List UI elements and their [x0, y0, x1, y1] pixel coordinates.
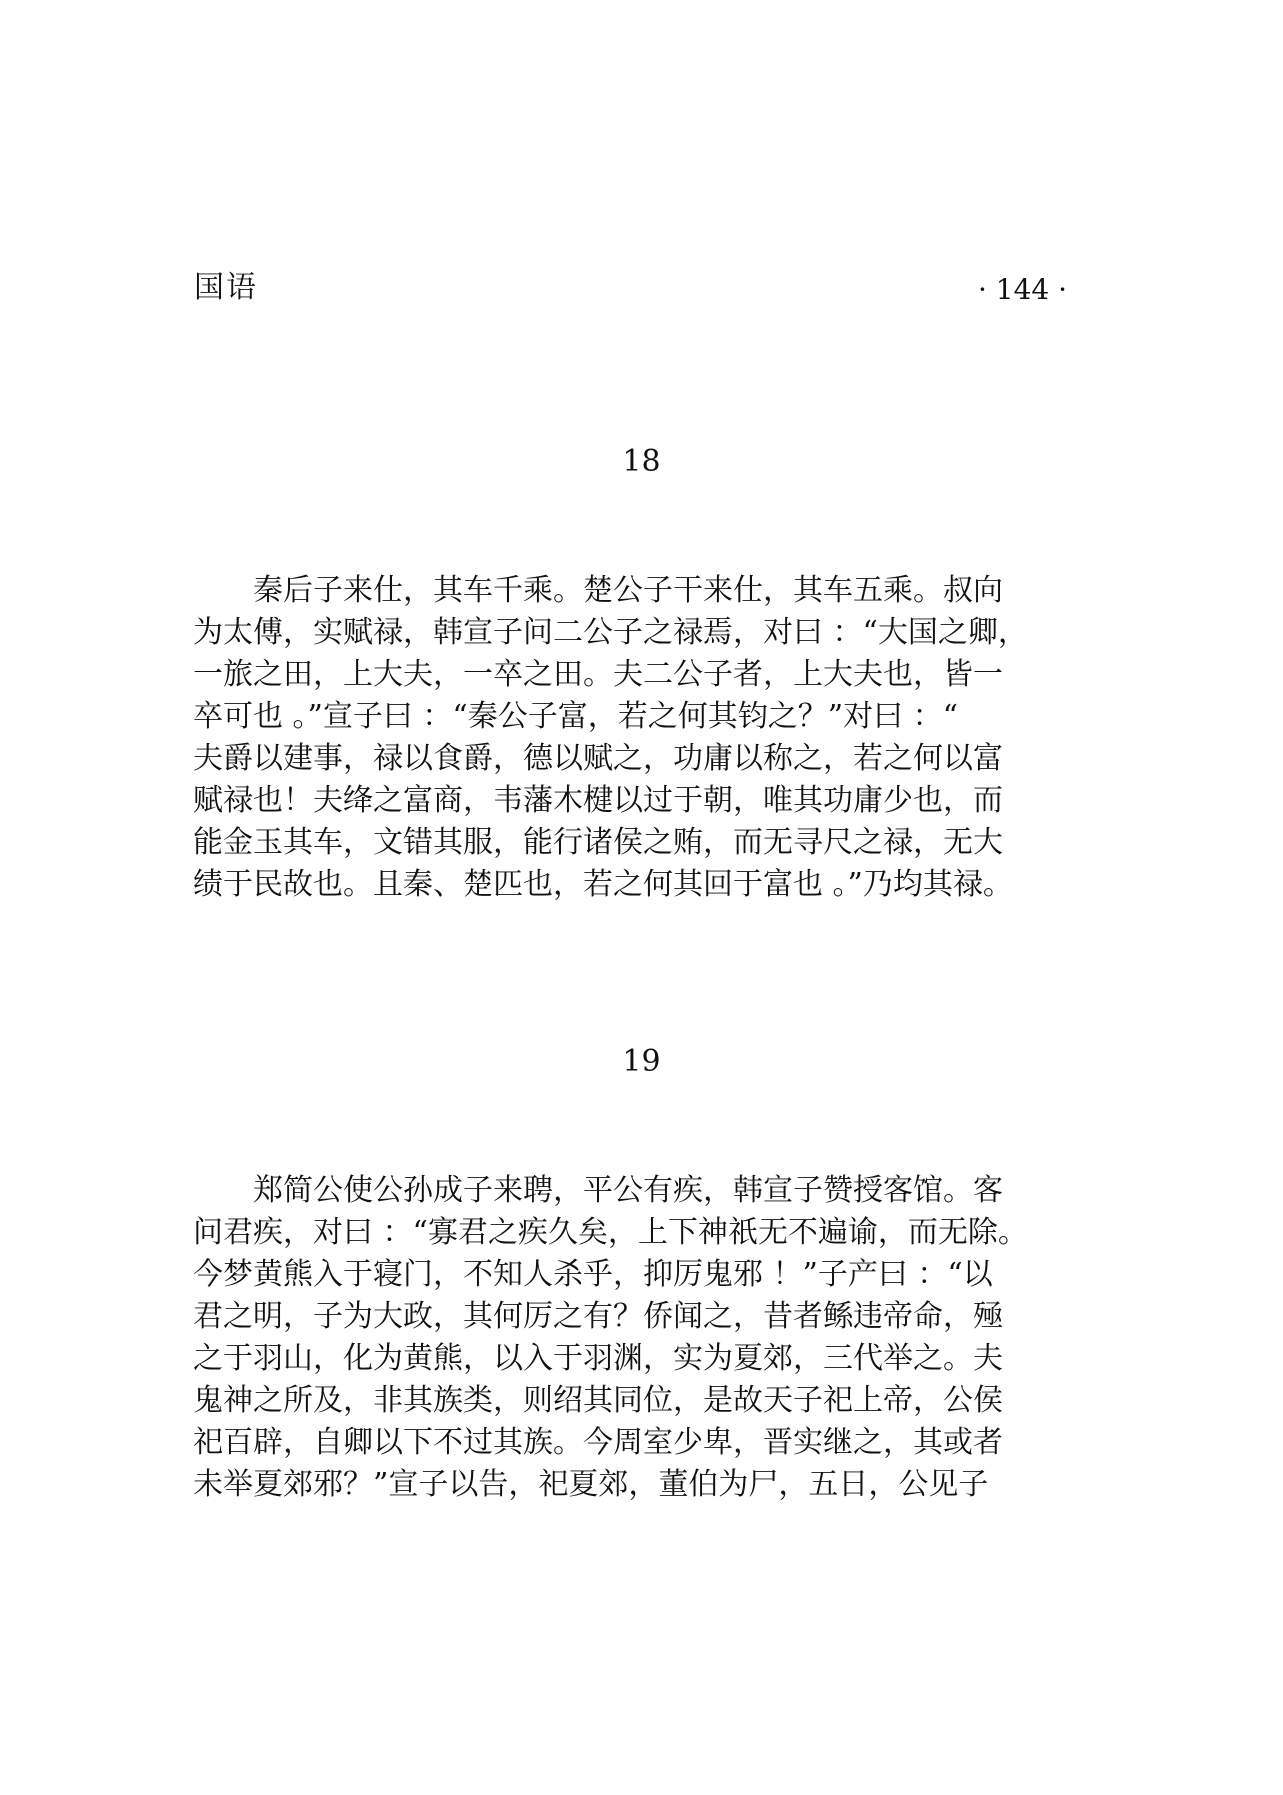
- text-line: 祀百辟，自卿以下不过其族。今周室少卑，晋实继之，其或者: [193, 1425, 1003, 1460]
- text-line: 今梦黄熊入于寝门，不知人杀乎，抑厉鬼邪 ！”子产曰 ：“以: [193, 1257, 993, 1292]
- section-number-18: 18: [622, 444, 661, 479]
- section-18-paragraph: [193, 570, 1093, 906]
- text-line: 一旅之田，上大夫，一卒之田。夫二公子者，上大夫也，皆一: [193, 657, 1003, 692]
- page-number: · 144 ·: [978, 273, 1068, 306]
- text-line: 鬼神之所及，非其族类，则绍其同位，是故天子祀上帝，公侯: [193, 1383, 1003, 1418]
- section-number-19: 19: [622, 1044, 661, 1079]
- text-line: 为太傅，实赋禄，韩宣子问二公子之禄焉，对曰 ：“大国之卿，: [193, 615, 1028, 650]
- book-title: 国语: [194, 270, 258, 305]
- text-line: 君之明，子为大政，其何厉之有？侨闻之，昔者鲧违帝命，殛: [193, 1299, 1003, 1334]
- text-line: 未举夏郊邪？”宣子以告，祀夏郊，董伯为尸，五日，公见子: [193, 1467, 989, 1502]
- text-line: 绩于民故也。且秦、楚匹也，若之何其回于富也 。”乃均其禄。: [193, 867, 1013, 902]
- text-line: 郑简公使公孙成子来聘，平公有疾，韩宣子赞授客馆。客: [193, 1173, 1003, 1208]
- section-19-paragraph: [193, 1170, 1093, 1506]
- text-line: 夫爵以建事，禄以食爵，德以赋之，功庸以称之，若之何以富: [193, 741, 1003, 776]
- text-line: 之于羽山，化为黄熊，以入于羽渊，实为夏郊，三代举之。夫: [193, 1341, 1003, 1376]
- text-line: 问君疾，对曰 ：“寡君之疾久矣，上下神祇无不遍谕，而无除。: [193, 1215, 1028, 1250]
- text-line: 赋禄也！夫绛之富商，韦藩木楗以过于朝，唯其功庸少也，而: [193, 783, 1003, 818]
- text-line: 秦后子来仕，其车千乘。楚公子干来仕，其车五乘。叔向: [193, 573, 1003, 608]
- text-line: 能金玉其车，文错其服，能行诸侯之贿，而无寻尺之禄，无大: [193, 825, 1003, 860]
- text-line: 卒可也 。”宣子曰 ：“秦公子富，若之何其钧之？”对曰 ：“: [193, 699, 958, 734]
